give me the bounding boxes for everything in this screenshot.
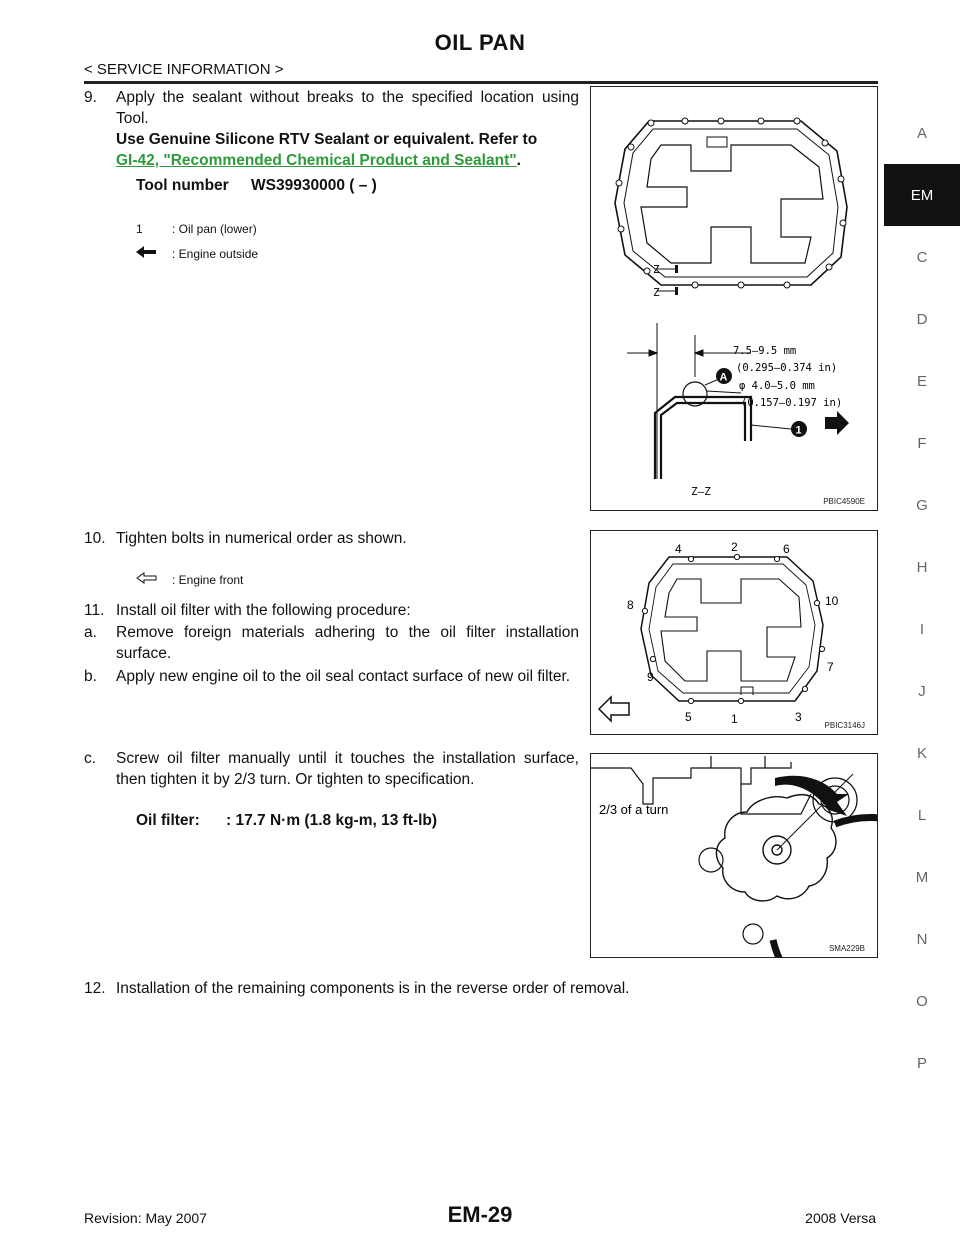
side-tab-index	[884, 102, 960, 1094]
side-tab-f[interactable]: F	[917, 434, 927, 452]
step-tail: .	[516, 152, 521, 169]
section-marker-top: Z	[653, 263, 660, 276]
bolt-1: 1	[731, 712, 738, 726]
bolt-order-diagram	[591, 531, 878, 735]
oil-pan-sealant-diagram	[591, 87, 878, 511]
dim-bead-mm: φ 4.0–5.0 mm	[739, 380, 815, 392]
side-tab-e[interactable]: E	[916, 372, 927, 390]
bolt-6: 6	[783, 542, 790, 556]
side-tab-a[interactable]: A	[916, 124, 927, 142]
step-number: 10.	[84, 530, 106, 547]
legend-engine-outside	[136, 246, 258, 261]
label-a: A	[719, 371, 728, 384]
side-tab-o[interactable]: O	[916, 992, 928, 1010]
step-text: Screw oil filter manually until it touches the installation surface, then tighten it by 2/3 turn. Or tighten to specification.	[116, 750, 579, 788]
tool-number-value: WS39930000 ( – )	[251, 177, 377, 194]
figure-code: PBIC4590E	[823, 497, 865, 506]
side-tab-p[interactable]: P	[916, 1054, 927, 1072]
label-1: 1	[795, 424, 802, 437]
step-number: 11.	[84, 602, 105, 619]
bolt-2: 2	[731, 540, 738, 554]
dim-width-in: (0.295–0.374 in)	[736, 362, 838, 374]
side-tab-i[interactable]: I	[919, 620, 925, 638]
side-tab-l[interactable]: L	[917, 806, 927, 824]
filled-arrow-left-icon	[136, 246, 172, 261]
figure-code: SMA229B	[828, 944, 865, 953]
engine-front-arrow-icon	[599, 697, 629, 721]
section-zz-label: Z–Z	[691, 485, 711, 498]
oil-filter-torque: : 17.7 N·m (1.8 kg-m, 13 ft-lb)	[226, 812, 438, 829]
step-text: Apply the sealant without breaks to the specified location using Tool.	[116, 89, 579, 127]
step-number: 9.	[84, 89, 97, 106]
engine-outside-arrow-icon	[825, 411, 849, 435]
figure-oil-filter-turn	[590, 753, 878, 958]
legend-text: : Oil pan (lower)	[172, 222, 257, 236]
side-tab-g[interactable]: G	[916, 496, 928, 514]
step-text: Install oil filter with the following procedure:	[116, 602, 411, 619]
bolt-5: 5	[685, 710, 692, 724]
side-tab-d[interactable]: D	[916, 310, 928, 328]
bolt-8: 8	[627, 598, 634, 612]
bolt-10: 10	[825, 594, 839, 608]
step-bold-text: Use Genuine Silicone RTV Sealant or equivalent. Refer to	[116, 131, 538, 148]
figure-bolt-tightening-order	[590, 530, 878, 735]
step-number: a.	[84, 624, 97, 641]
oil-filter-label: Oil filter:	[136, 812, 200, 829]
step-11	[84, 600, 579, 621]
figure-code: PBIC3146J	[824, 721, 865, 730]
step-10	[84, 528, 579, 549]
figure-oil-pan-sealant	[590, 86, 878, 511]
dim-width-mm: 7.5–9.5 mm	[733, 345, 797, 357]
step-text: Remove foreign materials adhering to the oil filter installation surface.	[116, 624, 579, 662]
legend-oil-pan	[136, 222, 257, 236]
bolt-9: 9	[647, 670, 654, 684]
step-text: Installation of the remaining components is in the reverse order of removal.	[116, 980, 630, 997]
side-tab-m[interactable]: M	[915, 868, 929, 886]
header-rule	[84, 81, 878, 84]
page-title: OIL PAN	[434, 30, 526, 55]
side-tab-em[interactable]: EM	[884, 164, 960, 226]
step-9	[84, 87, 579, 171]
legend-key: 1	[136, 222, 143, 236]
footer-revision: Revision: May 2007	[84, 1210, 207, 1226]
step-b	[84, 666, 579, 687]
oil-filter-spec	[136, 812, 437, 830]
side-tab-j[interactable]: J	[918, 682, 926, 700]
step-12	[84, 978, 684, 999]
tool-number-spec	[136, 177, 377, 195]
turn-label: 2/3 of a turn	[599, 802, 669, 817]
reference-link[interactable]: GI-42, "Recommended Chemical Product and Sealant"	[116, 152, 517, 169]
step-number: 12.	[84, 980, 106, 997]
outline-arrow-left-icon	[136, 572, 172, 587]
footer-page-number: EM-29	[447, 1202, 513, 1227]
oil-filter-diagram	[591, 754, 878, 958]
step-number: c.	[84, 750, 97, 767]
step-number: b.	[84, 668, 97, 685]
section-label: < SERVICE INFORMATION >	[84, 61, 284, 78]
step-text: Tighten bolts in numerical order as shown.	[116, 530, 407, 547]
legend-engine-front	[136, 572, 243, 587]
tool-number-label: Tool number	[136, 177, 229, 194]
side-tab-n[interactable]: N	[916, 930, 928, 948]
step-c	[84, 748, 579, 790]
dim-bead-in: (0.157–0.197 in)	[741, 397, 843, 409]
legend-text: : Engine outside	[172, 246, 259, 261]
bolt-3: 3	[795, 710, 802, 724]
side-tab-c[interactable]: C	[916, 248, 928, 266]
footer-model: 2008 Versa	[805, 1210, 876, 1226]
step-a	[84, 622, 579, 664]
bolt-4: 4	[675, 542, 682, 556]
side-tab-k[interactable]: K	[916, 744, 927, 762]
section-marker-bottom: Z	[653, 286, 660, 299]
legend-text: : Engine front	[172, 572, 244, 587]
step-text: Apply new engine oil to the oil seal contact surface of new oil filter.	[116, 668, 571, 685]
side-tab-h[interactable]: H	[916, 558, 928, 576]
bolt-7: 7	[827, 660, 834, 674]
